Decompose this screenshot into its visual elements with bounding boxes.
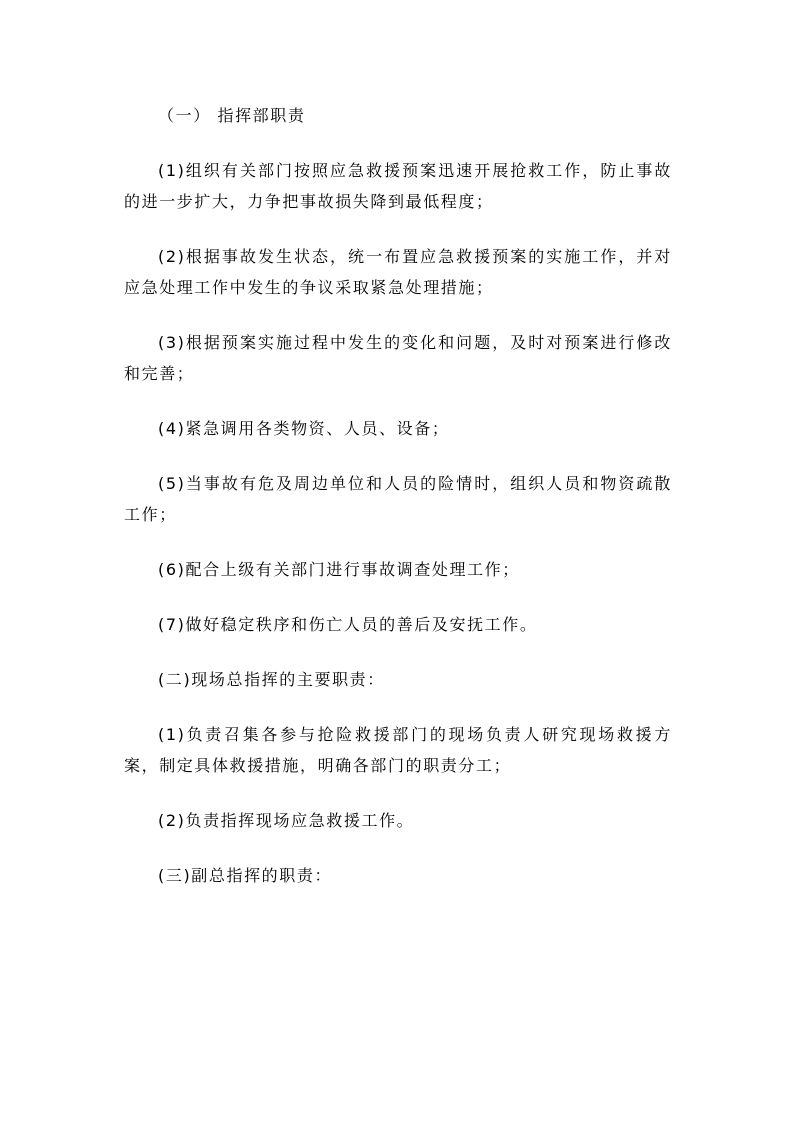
section-heading-deputy-commander: (三)副总指挥的职责： — [158, 866, 333, 885]
paragraph-item-5: (5)当事故有危及周边单位和人员的险情时，组织人员和物资疏散工作； — [124, 474, 672, 524]
paragraph-site-item-1: (1)负责召集各参与抢险救援部门的现场负责人研究现场救援方案，制定具体救援措施，明确各部门的职责分工； — [124, 725, 672, 775]
paragraph-item-6: (6)配合上级有关部门进行事故调查处理工作； — [158, 560, 520, 579]
paragraph-item-1: (1)组织有关部门按照应急救援预案迅速开展抢救工作，防止事故的进一步扩大，力争把事故损失降到最低程度； — [124, 161, 672, 211]
document-body — [124, 100, 672, 915]
section-heading-command-duties: （一） 指挥部职责 — [158, 106, 306, 125]
section-heading-site-commander: (二)现场总指挥的主要职责： — [158, 670, 385, 689]
paragraph-item-7: (7)做好稳定秩序和伤亡人员的善后及安抚工作。 — [158, 615, 538, 634]
paragraph-item-2: (2)根据事故发生状态，统一布置应急救援预案的实施工作，并对应急处理工作中发生的争议采取紧急处理措施； — [124, 247, 672, 297]
paragraph-item-4: (4)紧急调用各类物资、人员、设备； — [158, 419, 450, 438]
paragraph-site-item-2: (2)负责指挥现场应急救援工作。 — [158, 811, 415, 830]
paragraph-item-3: (3)根据预案实施过程中发生的变化和问题，及时对预案进行修改和完善； — [124, 333, 672, 383]
